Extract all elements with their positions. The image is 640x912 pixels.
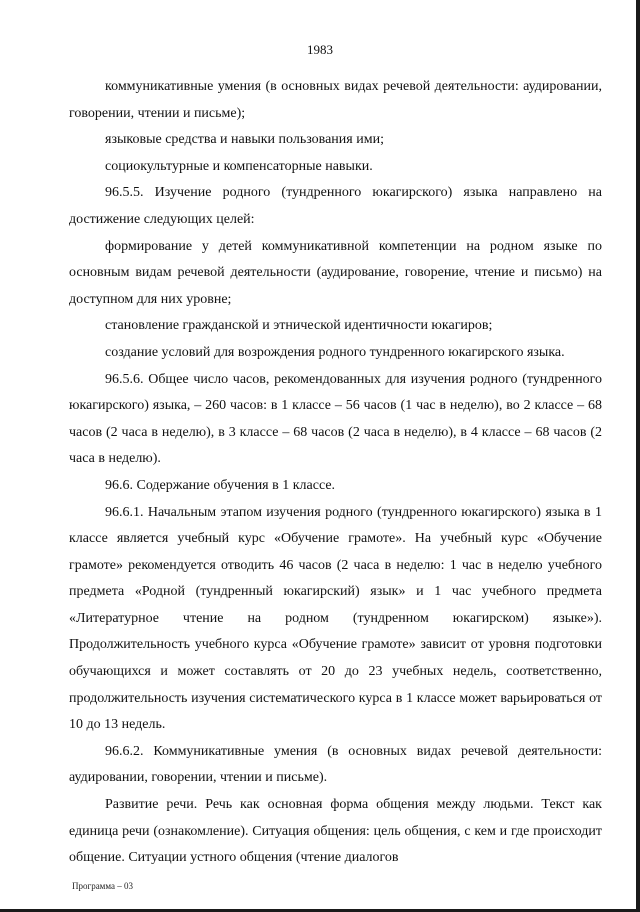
- paragraph-communicative-skills: коммуникативные умения (в основных видах речевой деятельности: аудировании, говорении, чтении и письме);: [69, 79, 602, 121]
- paragraph-goal-competence: формирование у детей коммуникативной компетенции на родном языке по основным видам речевой деятельности (аудирование, говорение, чтение и письмо) на доступном для них уровне;: [69, 238, 602, 307]
- paragraph-sociocultural-skills: социокультурные и компенсаторные навыки.: [105, 158, 373, 174]
- paragraph-language-means: языковые средства и навыки пользования ими;: [105, 132, 384, 148]
- paragraph-goal-revival: создание условий для возрождения родного тундренного юкагирского языка.: [105, 344, 565, 360]
- scan-edge-right: [636, 0, 640, 912]
- page-number: 1983: [307, 42, 333, 57]
- paragraph-96-6: 96.6. Содержание обучения в 1 классе.: [105, 477, 336, 493]
- paragraph-96-6-2: 96.6.2. Коммуникативные умения (в основных видах речевой деятельности: аудировании, говорении, чтении и письме).: [69, 743, 602, 786]
- page-footer: Программа – 03: [72, 881, 134, 891]
- paragraph-96-6-1: 96.6.1. Начальным этапом изучения родного (тундренного юкагирского) языка в 1 классе является учебный курс «Обучение грамоте». На учебный курс «Обучение грамоте» рекомендуется отводить 46 часов (2 часа в неделю: 1 час в неделю учебного предмета «Родной (тундренный юкагирский) язык» и 1 час учебного предмета «Литературное чтение на родном (тундренном юкагирском) языке»). Продолжительность учебного курса «Обучение грамоте» зависит от уровня подготовки обучающихся и может составлять от 20 до 23 учебных недель, соответственно, продолжительность изучения систематического курса в 1 классе может варьироваться от 10 до 13 недель.: [69, 504, 602, 733]
- paragraph-goal-identity: становление гражданской и этнической идентичности юкагиров;: [105, 318, 493, 334]
- document-body: [69, 74, 602, 872]
- paragraph-96-5-6: 96.5.6. Общее число часов, рекомендованных для изучения родного (тундренного юкагирского) языка, – 260 часов: в 1 классе – 56 часов (1 час в неделю), во 2 классе – 68 часов (2 часа в неделю), в 3 классе – 68 часов (2 часа в неделю), в 4 классе – 68 часов (2 часа в неделю).: [69, 371, 602, 467]
- paragraph-speech-development: Развитие речи. Речь как основная форма общения между людьми. Текст как единица речи (ознакомление). Ситуация общения: цель общения, с кем и где происходит общение. Ситуации устного общения (чтение диалогов: [69, 797, 602, 866]
- paragraph-96-5-5: 96.5.5. Изучение родного (тундренного юкагирского) языка направлено на достижение следующих целей:: [69, 185, 602, 227]
